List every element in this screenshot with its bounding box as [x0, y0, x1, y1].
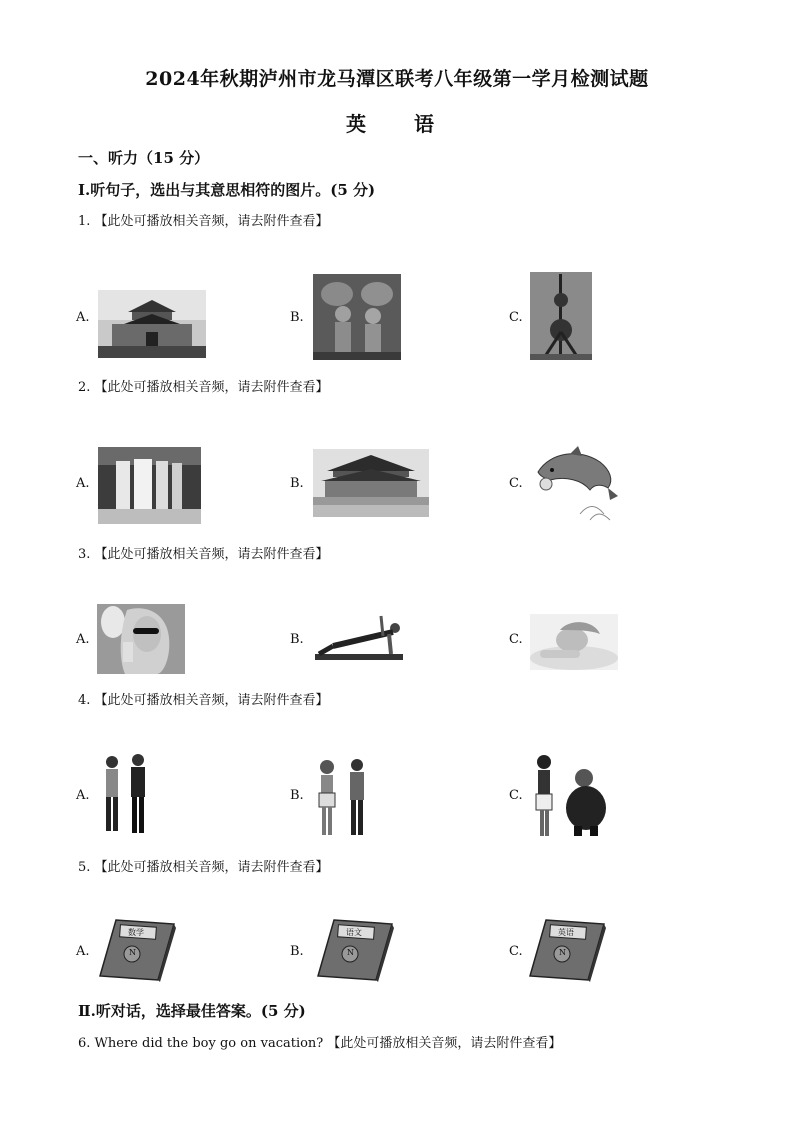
option-a-label: A.	[76, 476, 90, 491]
option-a-label: A.	[76, 944, 90, 959]
plank-exercise-image[interactable]	[313, 614, 405, 664]
book-label: 英语	[558, 928, 574, 937]
audio-placeholder[interactable]: 【此处可播放相关音频，请去附件查看】	[94, 380, 329, 395]
option-c-label: C.	[509, 788, 523, 803]
option-c-label: C.	[509, 476, 523, 491]
option-b-label: B.	[290, 944, 304, 959]
math-book-image[interactable]	[98, 918, 176, 982]
waterfall-image[interactable]	[98, 447, 201, 524]
exam-title: 2024年秋期泸州市龙马潭区联考八年级第一学月检测试题	[145, 68, 649, 90]
part2-instruction: Ⅱ.听对话，选择最佳答案。(5 分)	[78, 1002, 306, 1020]
girl-eating-image[interactable]	[97, 604, 185, 674]
woman-and-fat-man-image[interactable]	[530, 752, 612, 838]
option-b-label: B.	[290, 310, 304, 325]
subject-title: 英 语	[346, 112, 448, 136]
audio-placeholder[interactable]: 【此处可播放相关音频，请去附件查看】	[94, 214, 329, 229]
option-a-label: A.	[76, 310, 90, 325]
two-men-image[interactable]	[98, 752, 158, 836]
option-b-label: B.	[290, 632, 304, 647]
question-1: 1. 【此处可播放相关音频，请去附件查看】	[78, 214, 329, 229]
chinese-book-image[interactable]	[316, 918, 394, 982]
audio-placeholder[interactable]: 【此处可播放相关音频，请去附件查看】	[94, 693, 329, 708]
terracotta-warriors-image[interactable]	[313, 274, 401, 360]
oriental-pearl-tower-image[interactable]	[530, 272, 592, 360]
option-c-label: C.	[509, 310, 523, 325]
section-listening-heading: 一、听力（15 分）	[78, 149, 210, 167]
question-3: 3. 【此处可播放相关音频，请去附件查看】	[78, 547, 329, 562]
book-mark: N	[347, 948, 354, 957]
question-6[interactable]: 6. Where did the boy go on vacation? 【此处可播放相关音频，请去附件查看】	[78, 1036, 562, 1051]
option-b-label: B.	[290, 788, 304, 803]
audio-placeholder[interactable]: 【此处可播放相关音频，请去附件查看】	[94, 547, 329, 562]
woman-and-man-image[interactable]	[313, 757, 377, 837]
part1-instruction: Ⅰ.听句子，选出与其意思相符的图片。(5 分)	[78, 181, 376, 199]
tiananmen-image[interactable]	[98, 290, 206, 358]
option-b-label: B.	[290, 476, 304, 491]
book-label: 数学	[128, 928, 144, 937]
question-4: 4. 【此处可播放相关音频，请去附件查看】	[78, 693, 329, 708]
book-mark: N	[559, 948, 566, 957]
forbidden-city-image[interactable]	[313, 449, 429, 517]
dolphin-image[interactable]	[530, 444, 624, 524]
book-label: 语文	[346, 928, 362, 937]
option-c-label: C.	[509, 632, 523, 647]
option-a-label: A.	[76, 632, 90, 647]
book-mark: N	[129, 948, 136, 957]
english-book-image[interactable]	[528, 918, 606, 982]
question-2: 2. 【此处可播放相关音频，请去附件查看】	[78, 380, 329, 395]
woman-sleeping-image[interactable]	[530, 614, 618, 670]
audio-placeholder[interactable]: 【此处可播放相关音频，请去附件查看】	[94, 860, 329, 875]
option-c-label: C.	[509, 944, 523, 959]
question-5: 5. 【此处可播放相关音频，请去附件查看】	[78, 860, 329, 875]
option-a-label: A.	[76, 788, 90, 803]
